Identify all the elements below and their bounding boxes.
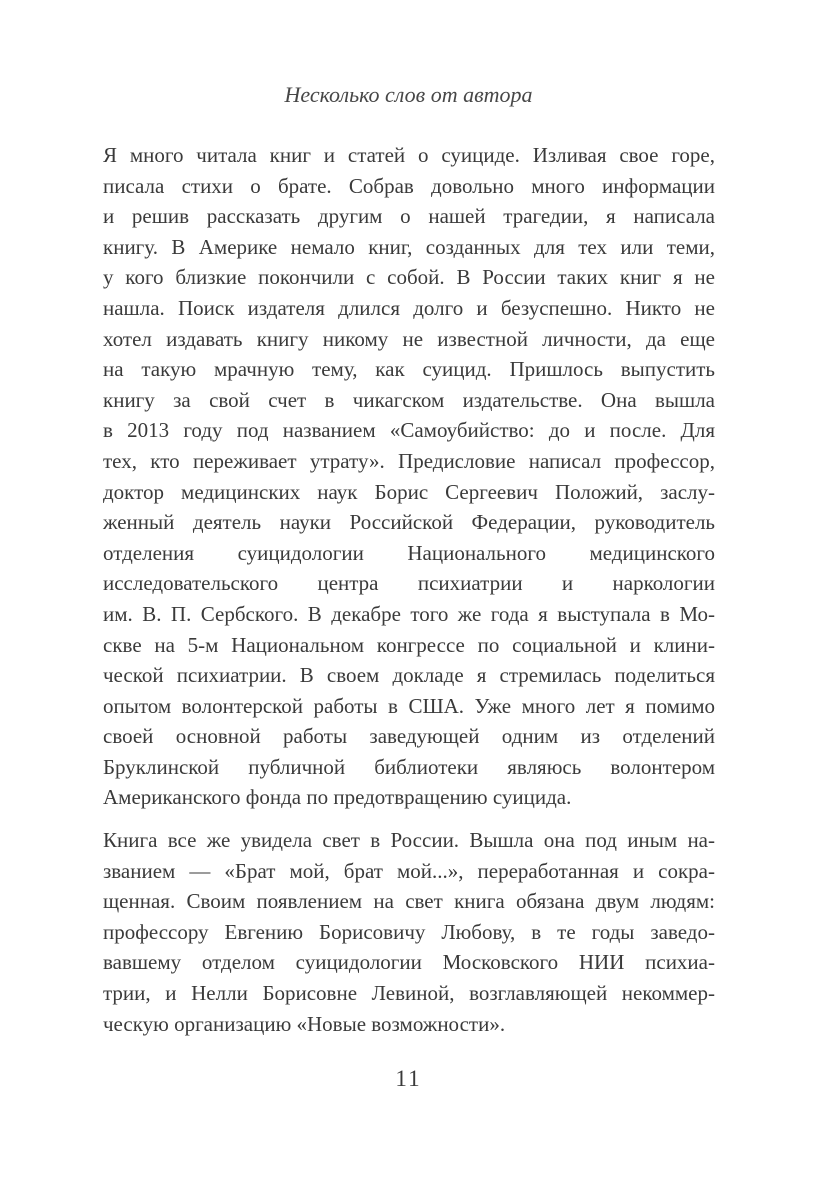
text-line: Я много читала книг и статей о суициде. Изливая свое горе, [103, 143, 715, 167]
text-line: на такую мрачную тему, как суицид. Пришлось выпустить [103, 357, 715, 382]
text-line: исследовательского центра психиатрии и наркологии [103, 571, 715, 596]
text-line: книгу за свой счет в чикагском издательстве. Она вышла [103, 387, 715, 412]
text-line: ческой психиатрии. В своем докладе я стремилась поделиться [103, 663, 715, 688]
text-line: нашла. Поиск издателя длился долго и безуспешно. Никто не [103, 295, 715, 320]
text-line: у кого близкие покончили с собой. В России таких книг я не [103, 265, 715, 290]
text-line: трии, и Нелли Борисовне Левиной, возглавляющей некоммер- [103, 981, 715, 1006]
text-line: своей основной работы заведующей одним из отделений [103, 724, 715, 749]
text-line: тех, кто переживает утрату». Предисловие написал профессор, [103, 448, 715, 473]
text-line: в 2013 году под названием «Самоубийство: до и после. Для [103, 418, 715, 443]
text-line: опытом волонтерской работы в США. Уже много лет я помимо [103, 693, 715, 718]
text-line: им. В. П. Сербского. В декабре того же года я выступала в Мо- [103, 601, 715, 626]
text-line: отделения суицидологии Национального медицинского [103, 540, 715, 565]
body-text [103, 140, 715, 1039]
text-line: женный деятель науки Российской Федерации, руководитель [103, 510, 715, 535]
page-number: 11 [395, 1066, 422, 1091]
text-line: щенная. Своим появлением на свет книга обязана двум людям: [103, 889, 715, 914]
text-line: Книга все же увидела свет в России. Вышла она под иным на- [103, 828, 715, 853]
paragraph [103, 825, 715, 1039]
text-line: доктор медицинских наук Борис Сергеевич Положий, заслу- [103, 479, 715, 504]
text-line: и решив рассказать другим о нашей трагедии, я написала [103, 204, 715, 229]
text-line: ческую организацию «Новые возможности». [103, 1011, 506, 1036]
text-line: Американского фонда по предотвращению суицида. [103, 785, 572, 810]
text-line: вавшему отделом суицидологии Московского НИИ психиа- [103, 950, 715, 975]
text-line: профессору Евгению Борисовичу Любову, в те годы заведо- [103, 919, 715, 944]
text-line: скве на 5-м Национальном конгрессе по социальной и клини- [103, 632, 715, 657]
chapter-header: Несколько слов от автора [284, 82, 533, 107]
text-line: книгу. В Америке немало книг, созданных для тех или теми, [103, 234, 715, 259]
paragraph [103, 140, 715, 813]
text-line: хотел издавать книгу никому не известной личности, да еще [103, 326, 715, 351]
text-line: званием — «Брат мой, брат мой...», переработанная и сокра- [103, 858, 715, 883]
text-line: Бруклинской публичной библиотеки являюсь волонтером [103, 754, 715, 779]
text-line: писала стихи о брате. Собрав довольно много информации [103, 173, 715, 198]
